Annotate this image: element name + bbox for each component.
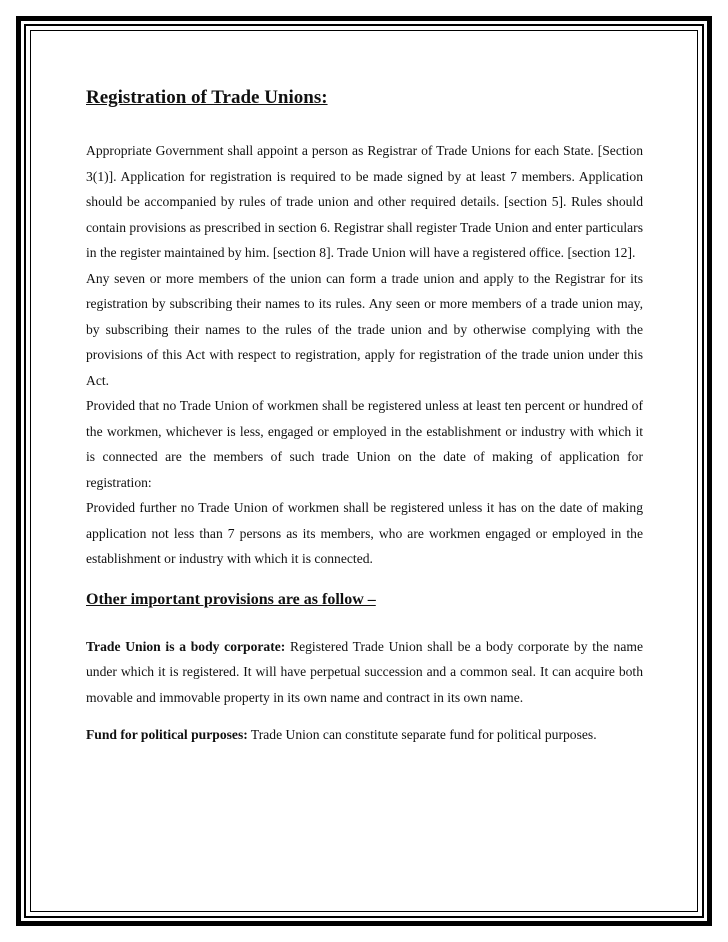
provision-text: Registered Trade Union shall be a body corporate by the name under which it is registered. It will have perpetual succession and a common seal. It can acquire both movable and immovable property in its own name and contract in its own name. bbox=[86, 638, 643, 705]
provisions-heading: Other important provisions are as follow – bbox=[86, 590, 376, 608]
provision-body-corporate bbox=[86, 634, 643, 711]
paragraph: Provided that no Trade Union of workmen shall be registered unless at least ten percent or hundred of the workmen, whichever is less, engaged or employed in the establishment or industry with which it is connected are the members of such trade Union on the date of making of application for registration: bbox=[86, 398, 643, 490]
provision-term: Trade Union is a body corporate: bbox=[86, 638, 286, 654]
paragraph: Provided further no Trade Union of workmen shall be registered unless it has on the date of making application not less than 7 persons as its members, who are workmen engaged or employed in the establishment or industry with which it is connected. bbox=[86, 500, 643, 566]
section-heading: Registration of Trade Unions: bbox=[86, 87, 328, 108]
provision-political-fund bbox=[86, 722, 643, 748]
provision-term: Fund for political purposes: bbox=[86, 727, 248, 742]
paragraph: Any seven or more members of the union can form a trade union and apply to the Registrar for its registration by subscribing their names to its rules. Any seen or more members of a trade union may, by subscribing their names to the rules of the trade union and by otherwise complying with the provisions of this Act with respect to registration, apply for registration of the trade union under this Act. bbox=[86, 270, 643, 388]
document-body bbox=[86, 84, 643, 760]
provision-text: Trade Union can constitute separate fund for political purposes. bbox=[250, 727, 597, 742]
paragraph: Appropriate Government shall appoint a person as Registrar of Trade Unions for each State. [Section 3(1)]. Application for registration is required to be made signed by at least 7 members. Application should be accompanied by rules of trade union and other required details. [section 5]. Rules should contain provisions as prescribed in section 6. Registrar shall register Trade Union and enter particulars in the register maintained by him. [section 8]. Trade Union will have a registered office. [section 12]. bbox=[86, 143, 643, 260]
